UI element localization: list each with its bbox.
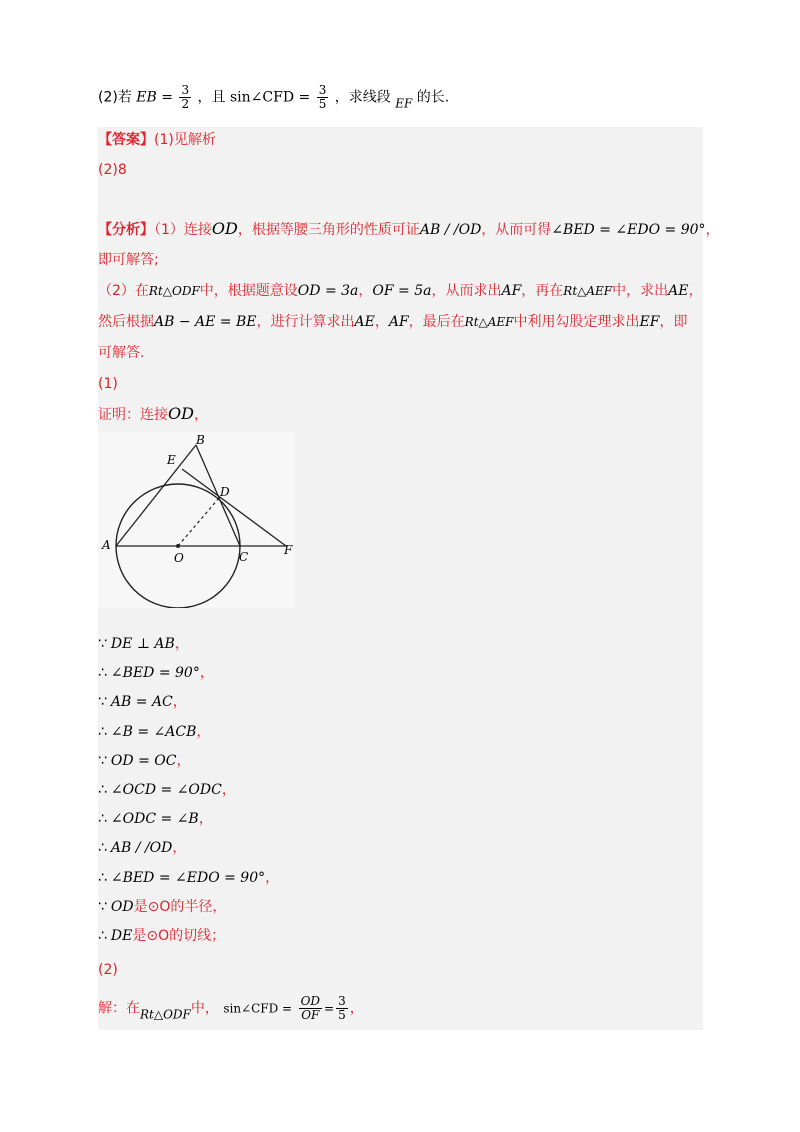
answer-p2: (2)8 [98,162,127,178]
analysis-text: 然后根据 [98,314,154,330]
part1-label [98,374,118,394]
proof-step-symbol: ∴ [98,869,107,886]
q2-eb-num: 3 [181,83,190,97]
part1-proof-intro [98,404,208,425]
proof-step-expr: ∠BED = 90° [110,665,200,682]
proof-step-symbol: ∴ [98,840,107,857]
analysis-text: ，即 [659,314,688,330]
proof-step-expr: AB / /OD [110,840,173,857]
proof-step [98,634,189,654]
proof-step-tail: ， [176,752,191,769]
math-ab-ae-be: AB − AE = BE [154,314,257,330]
proof-step [98,838,186,858]
question-2 [98,84,449,114]
proof-step-tail: 是⊙O的半径， [133,898,227,915]
math-sin-cfd: sin∠CFD = [223,1001,293,1016]
fraction-od-of [299,995,322,1022]
geometry-figure [98,432,295,608]
fraction-3: 3 [338,994,346,1008]
proof-step-tail: ， [196,723,211,740]
label-f: F [284,543,293,557]
line-od-dashed [178,498,219,546]
q2-ask: ，求线段 [334,89,391,106]
proof-step-tail: ， [172,694,187,711]
solution-text: 中， [190,1000,219,1017]
q2-eb-den: 2 [181,97,190,111]
proof-step-expr: OD = OC [110,752,177,769]
proof-step [98,809,213,829]
proof-step-tail: ， [172,840,187,857]
proof-step [98,663,214,683]
proof-step-tail: ， [199,665,214,682]
solution-text: 解：在 [98,1000,140,1017]
analysis-text: 可解答. [98,345,145,361]
analysis-text: ，根据等腰三角形的性质可证 [237,222,420,238]
proof-step-expr: AB = AC [110,694,173,711]
math-ab-parallel-od: AB / /OD [419,222,482,238]
q2-eb-lhs: EB = [136,89,173,106]
proof-step [98,692,187,712]
part2-label-text: (2) [98,962,118,978]
analysis-line-3 [98,281,702,301]
fraction-5: 5 [338,1008,346,1022]
math-af: AF [501,283,522,299]
proof-step-expr: DE ⊥ AB [110,636,175,652]
analysis-label: 【分析】 [98,222,154,238]
proof-step [98,926,225,946]
analysis-line-1 [98,219,720,240]
analysis-text: ，从而可得 [481,222,552,238]
answer-line-1 [98,130,216,150]
math-rt-aef: Rt△AEF [464,315,514,329]
analysis-text: （2）在 [98,283,149,299]
q2-ef: EF [395,96,413,111]
analysis-text: ，进行计算求出 [256,314,355,330]
q2-prefix: (2)若 [98,89,132,106]
analysis-line-4 [98,312,687,332]
q2-sin-den: 5 [318,97,327,111]
answer-p1: (1)见解析 [154,132,216,148]
proof-step [98,868,279,888]
answer-label: 【答案】 [98,132,154,148]
label-a: A [102,538,111,552]
label-c: C [239,550,249,564]
proof-step-expr: ∠OCD = ∠ODC [110,782,222,798]
proof-step-symbol: ∵ [98,752,107,769]
line-ef [182,469,286,546]
q2-sin-num: 3 [318,83,327,97]
solution-text: ， [349,1000,364,1017]
analysis-text: 中利用勾股定理求出 [513,314,640,330]
analysis-line-2 [98,250,159,270]
label-o: O [174,551,184,565]
analysis-text: 中，求出 [612,283,669,299]
fraction-3-5 [336,995,348,1022]
proof-step-expr: OD [110,898,134,915]
q2-sin-lhs: sin∠CFD = [230,89,311,106]
math-ae: AE [668,283,689,299]
math-ae: AE [354,314,375,330]
math-rt-odf: Rt△ODF [140,1007,191,1022]
q2-tail: 的长. [416,89,450,106]
analysis-text: ，最后在 [408,314,465,330]
math-ef: EF [639,314,660,330]
proof-step-tail: ， [221,782,236,798]
analysis-text: ，再在 [521,283,564,299]
math-angle-eq: ∠BED = ∠EDO = 90° [551,222,706,238]
math-af: AF [388,314,409,330]
math-od: OD [211,219,238,238]
proof-step-tail: ， [174,636,189,652]
math-od-3a: OD = 3a [297,283,359,299]
math-eq: = [324,1001,335,1016]
analysis-text: 中，根据题意设 [199,283,298,299]
answer-line-2 [98,160,127,180]
proof-step [98,780,236,800]
proof-step-symbol: ∵ [98,636,107,652]
analysis-text: （1）连接 [154,222,212,238]
q2-and: ，且 [197,89,226,106]
proof-step [98,751,190,771]
proof-step-symbol: ∵ [98,694,107,711]
analysis-line-5 [98,343,144,363]
part2-solution [98,995,364,1025]
label-e: E [167,453,176,467]
math-rt-odf: Rt△ODF [148,284,200,298]
fraction-od: OD [300,994,321,1008]
proof-step [98,897,226,917]
proof-text: 证明：连接 [98,407,168,423]
q2-eb-fraction [179,84,191,111]
proof-step-symbol: ∴ [98,811,107,828]
proof-text: ， [193,407,208,423]
proof-step-tail: 是⊙O的切线； [132,928,226,944]
proof-step-symbol: ∵ [98,898,107,915]
part2-label [98,960,118,980]
proof-step-expr: ∠ODC = ∠B [110,811,199,828]
label-d: D [220,485,230,499]
analysis-text: ， [358,283,373,299]
proof-step-symbol: ∴ [98,665,107,682]
proof-step-symbol: ∴ [98,928,107,944]
label-b: B [196,433,205,447]
proof-step-expr: ∠BED = ∠EDO = 90° [110,869,266,886]
proof-step-expr: ∠B = ∠ACB [110,723,197,740]
analysis-text: 即可解答; [98,252,159,268]
math-rt-aef: Rt△AEF [563,284,613,298]
proof-step [98,722,210,742]
point-o [176,544,180,548]
analysis-text: ， [688,283,703,299]
line-ab [116,445,196,546]
proof-step-tail: ， [198,811,213,828]
part1-label-text: (1) [98,376,118,392]
math-of-5a: OF = 5a [372,283,432,299]
analysis-text: ， [374,314,389,330]
analysis-text: ， [705,222,720,238]
proof-step-symbol: ∴ [98,782,107,798]
math-od: OD [168,404,194,423]
proof-step-expr: DE [110,928,133,944]
geometry-diagram [98,432,295,608]
fraction-of: OF [301,1008,320,1022]
proof-step-tail: ， [265,869,280,886]
q2-sin-fraction [317,84,329,111]
proof-step-symbol: ∴ [98,723,107,740]
analysis-text: ，从而求出 [431,283,502,299]
